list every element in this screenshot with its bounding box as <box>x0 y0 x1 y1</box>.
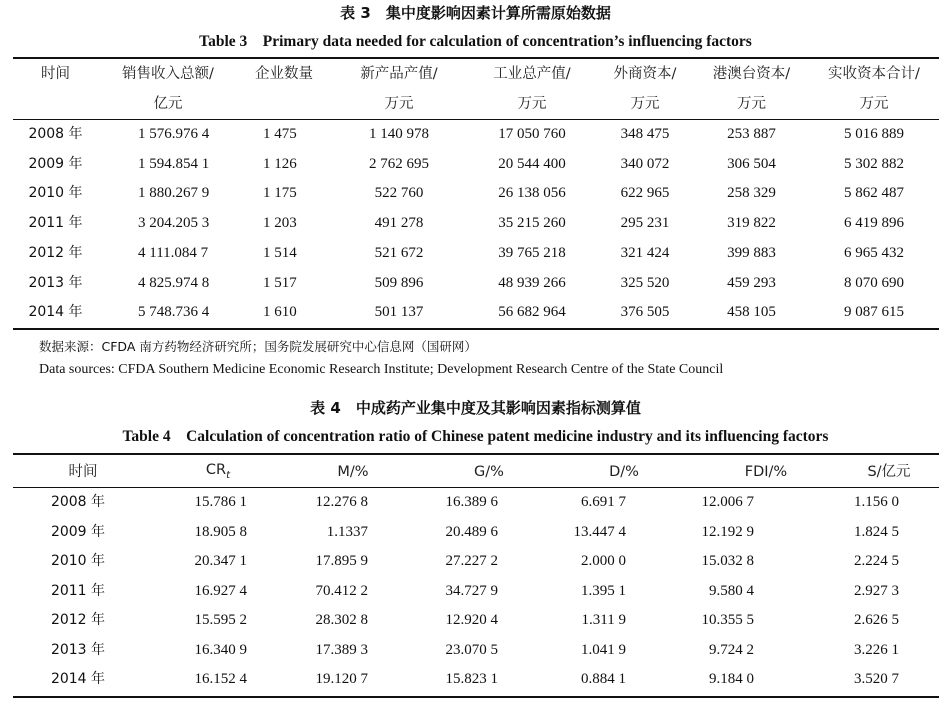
table3-cell-paid-in-capital: 5 862 487 <box>844 185 904 202</box>
table4-cell-d: 1.041 9 <box>581 641 626 658</box>
table3-cell-sales: 4 825.974 8 <box>138 274 210 291</box>
table3-cell-paid-in-capital: 6 419 896 <box>844 215 904 232</box>
table3-cell-sales: 3 204.205 3 <box>138 215 210 232</box>
table3-cell-sales: 1 576.976 4 <box>138 126 210 142</box>
table4-cell-s: 2.224 5 <box>854 553 899 569</box>
table3-cell-industrial-output: 39 765 218 <box>498 244 566 261</box>
table3-cell-new-product: 509 896 <box>374 274 424 291</box>
table4-cell-year: 2010 年 <box>50 553 106 569</box>
table3-cell-hmt-capital: 459 293 <box>727 274 776 291</box>
table3-cell-foreign-capital: 622 965 <box>620 185 670 202</box>
table3-cell-paid-in-capital: 5 302 882 <box>844 155 904 172</box>
table4-row <box>13 606 939 636</box>
table4-row-padding <box>899 488 939 518</box>
table4-cell-d: 1.311 9 <box>581 612 626 628</box>
table4-body <box>13 488 939 695</box>
table4-row-padding <box>899 665 939 695</box>
table3-cell-new-product: 1 140 978 <box>369 126 429 142</box>
table3-cell-paid-in-capital: 9 087 615 <box>844 304 904 321</box>
table4-cell-year: 2014 年 <box>50 671 106 687</box>
table4-cell-g: 15.823 1 <box>445 671 498 687</box>
table4-cell-fdi: 9.580 4 <box>709 582 754 599</box>
table3-header-foreign-capital: 外商资本/ 万元 <box>613 66 677 112</box>
table3-header-new-product: 新产品产值/ 万元 <box>360 66 438 112</box>
table4-cell-year: 2011 年 <box>50 582 106 599</box>
table4-cell-g: 20.489 6 <box>445 523 498 540</box>
table3-header-time: 时间 <box>41 66 70 82</box>
table4-cell-year: 2009 年 <box>50 523 106 540</box>
table3-cell-year: 2014 年 <box>28 304 83 321</box>
table3-header-industrial-output: 工业总产值/ 万元 <box>493 66 571 112</box>
table3-source-en: Data sources: CFDA Southern Medicine Economic Research Institute; Development Research Centre of the State Council <box>39 362 724 377</box>
table4-cell-g: 34.727 9 <box>445 582 498 599</box>
table3-cell-hmt-capital: 399 883 <box>727 244 776 261</box>
table4-cell-fdi: 9.184 0 <box>709 671 754 687</box>
table3-cell-year: 2010 年 <box>28 185 83 202</box>
table3-cell-foreign-capital: 321 424 <box>620 244 670 261</box>
table4-caption-en: Table 4 Calculation of concentration ratio of Chinese patent medicine industry and its influencing factors <box>122 428 829 445</box>
table3-cell-new-product: 501 137 <box>374 304 424 321</box>
table3-cell-new-product: 522 760 <box>374 185 424 202</box>
table3-cell-new-product: 491 278 <box>374 215 424 232</box>
table3-row <box>13 269 939 299</box>
table3-source-cn: 数据来源：CFDA 南方药物经济研究所；国务院发展研究中心信息网（国研网） <box>39 339 477 354</box>
table4-row <box>13 577 939 607</box>
table3-cell-hmt-capital: 258 329 <box>727 185 776 202</box>
table4-cell-m: 17.389 3 <box>315 641 368 658</box>
table4-cell-m: 19.120 7 <box>315 671 368 687</box>
table3-bottom-rule <box>13 328 939 330</box>
table4-header-fdi: FDI/% <box>744 464 788 481</box>
table4-header-cr: $CR_t$ <box>205 462 231 481</box>
table3-cell-hmt-capital: 319 822 <box>727 215 776 232</box>
table3-cell-firms: 1 514 <box>263 244 297 261</box>
table3-row <box>13 239 939 269</box>
table4-header-m: M/% <box>337 464 369 481</box>
table3-cell-sales: 5 748.736 4 <box>138 304 210 321</box>
table4-cell-fdi: 10.355 5 <box>701 612 754 628</box>
table3-row <box>13 179 939 209</box>
table3-row <box>13 298 939 328</box>
table3-header <box>13 59 939 119</box>
table4-cell-s: 2.626 5 <box>854 612 899 628</box>
table3-cell-sales: 1 880.267 9 <box>138 185 210 202</box>
table4-cell-g: 12.920 4 <box>445 612 498 628</box>
table3-cell-year: 2013 年 <box>28 274 83 291</box>
table4-cell-fdi: 12.192 9 <box>701 523 754 540</box>
table4-cell-cr: 18.905 8 <box>194 523 247 540</box>
table4-header-d: D/% <box>609 464 639 481</box>
table4-cell-cr: 16.340 9 <box>194 641 247 658</box>
table4-row-padding <box>899 577 939 607</box>
table4-cell-m: 12.276 8 <box>315 494 368 510</box>
table4-row <box>13 636 939 666</box>
table4-header-g: G/% <box>474 464 504 481</box>
table4-cell-cr: 20.347 1 <box>194 553 247 569</box>
table3-cell-industrial-output: 35 215 260 <box>498 215 566 232</box>
table4-cell-m: 70.412 2 <box>315 582 368 599</box>
table4-cell-s: 3.520 7 <box>854 671 899 687</box>
table4-row-padding <box>899 636 939 666</box>
table3-cell-foreign-capital: 376 505 <box>620 304 670 321</box>
table4-header <box>13 455 939 491</box>
table4-header-cr-subscript: t <box>226 469 231 481</box>
table4-cell-d: 2.000 0 <box>581 553 626 569</box>
table4-row <box>13 488 939 518</box>
table4-cell-fdi: 9.724 2 <box>709 641 754 658</box>
table4-cell-year: 2012 年 <box>50 612 106 628</box>
table3-cell-hmt-capital: 253 887 <box>727 126 776 142</box>
table3-cell-foreign-capital: 325 520 <box>620 274 670 291</box>
table3-cell-paid-in-capital: 8 070 690 <box>844 274 904 291</box>
table3-cell-new-product: 521 672 <box>374 244 424 261</box>
table3-caption-cn: 表 3 集中度影响因素计算所需原始数据 <box>340 4 611 22</box>
table4-cell-d: 0.884 1 <box>581 671 626 687</box>
table4-cell-year: 2008 年 <box>50 494 106 510</box>
table4-cell-g: 27.227 2 <box>445 553 498 569</box>
table4-cell-cr: 16.927 4 <box>194 582 247 599</box>
table3-cell-foreign-capital: 295 231 <box>620 215 670 232</box>
table3-cell-year: 2011 年 <box>28 215 83 232</box>
table3-cell-paid-in-capital: 5 016 889 <box>844 126 904 142</box>
table3-body <box>13 120 939 328</box>
table3-cell-firms: 1 475 <box>263 126 297 142</box>
table4-cell-s: 2.927 3 <box>854 582 899 599</box>
table4-cell-d: 13.447 4 <box>573 523 626 540</box>
table4-cell-year: 2013 年 <box>50 641 106 658</box>
table4-row <box>13 518 939 548</box>
table3-cell-new-product: 2 762 695 <box>369 155 429 172</box>
table4-cell-d: 6.691 7 <box>581 494 626 510</box>
table3-header-hmt-capital: 港澳台资本/ 万元 <box>712 66 791 112</box>
table4-row-padding <box>899 518 939 548</box>
table3-header-sales: 销售收入总额/ 亿元 <box>122 66 214 112</box>
table3-cell-sales: 1 594.854 1 <box>138 155 210 172</box>
table4-cell-fdi: 12.006 7 <box>701 494 754 510</box>
table4-header-s: S/亿元 <box>867 464 911 481</box>
table3-cell-sales: 4 111.084 7 <box>138 244 209 261</box>
table3-cell-firms: 1 126 <box>263 155 297 172</box>
table3-header-firms: 企业数量 <box>255 66 313 82</box>
table4-cell-m: 28.302 8 <box>315 612 368 628</box>
table3-cell-firms: 1 517 <box>263 274 297 291</box>
table4-cell-g: 16.389 6 <box>445 494 498 510</box>
table3-cell-industrial-output: 48 939 266 <box>498 274 566 291</box>
table4-cell-s: 3.226 1 <box>854 641 899 658</box>
table3-header-paid-in-capital: 实收资本合计/ 万元 <box>828 66 920 112</box>
table3-cell-year: 2009 年 <box>28 155 83 172</box>
table4-cell-d: 1.395 1 <box>581 582 626 599</box>
table3-cell-industrial-output: 56 682 964 <box>498 304 566 321</box>
table3-cell-hmt-capital: 458 105 <box>727 304 776 321</box>
table3-cell-foreign-capital: 340 072 <box>620 155 670 172</box>
table4-cell-m: 17.895 9 <box>315 553 368 569</box>
table3-cell-year: 2012 年 <box>28 244 83 261</box>
table3-cell-firms: 1 610 <box>263 304 297 321</box>
table4-caption-cn: 表 4 中成药产业集中度及其影响因素指标测算值 <box>310 399 641 417</box>
table4-cell-cr: 15.786 1 <box>194 494 247 510</box>
table3-row <box>13 209 939 239</box>
table3-cell-firms: 1 203 <box>263 215 297 232</box>
table4-header-row <box>13 455 939 491</box>
table3-cell-hmt-capital: 306 504 <box>727 155 776 172</box>
table3-cell-firms: 1 175 <box>263 185 297 202</box>
table3-cell-industrial-output: 20 544 400 <box>498 155 566 172</box>
table4-cell-s: 1.156 0 <box>854 494 899 510</box>
table3-cell-industrial-output: 26 138 056 <box>498 185 566 202</box>
table3-row <box>13 150 939 180</box>
table4-cell-g: 23.070 5 <box>445 641 498 658</box>
table3-cell-paid-in-capital: 6 965 432 <box>844 244 904 261</box>
table4-cell-cr: 15.595 2 <box>194 612 247 628</box>
table4-bottom-rule <box>13 696 939 698</box>
table3-cell-year: 2008 年 <box>28 126 83 142</box>
table4-cell-s: 1.824 5 <box>854 523 899 540</box>
table3-row <box>13 120 939 150</box>
table4-row <box>13 547 939 577</box>
table3-caption-en: Table 3 Primary data needed for calculation of concentration’s influencing factors <box>199 33 752 50</box>
table3-cell-foreign-capital: 348 475 <box>620 126 670 142</box>
table4-cell-m: 1.1337 <box>326 523 368 540</box>
table4-row-padding <box>899 547 939 577</box>
table4-cell-cr: 16.152 4 <box>194 671 247 687</box>
table4-cell-fdi: 15.032 8 <box>701 553 754 569</box>
table4-header-time: 时间 <box>68 464 98 481</box>
table4-row <box>13 665 939 695</box>
table3-cell-industrial-output: 17 050 760 <box>498 126 566 142</box>
table4-row-padding <box>899 606 939 636</box>
table3-header-row <box>13 59 939 119</box>
